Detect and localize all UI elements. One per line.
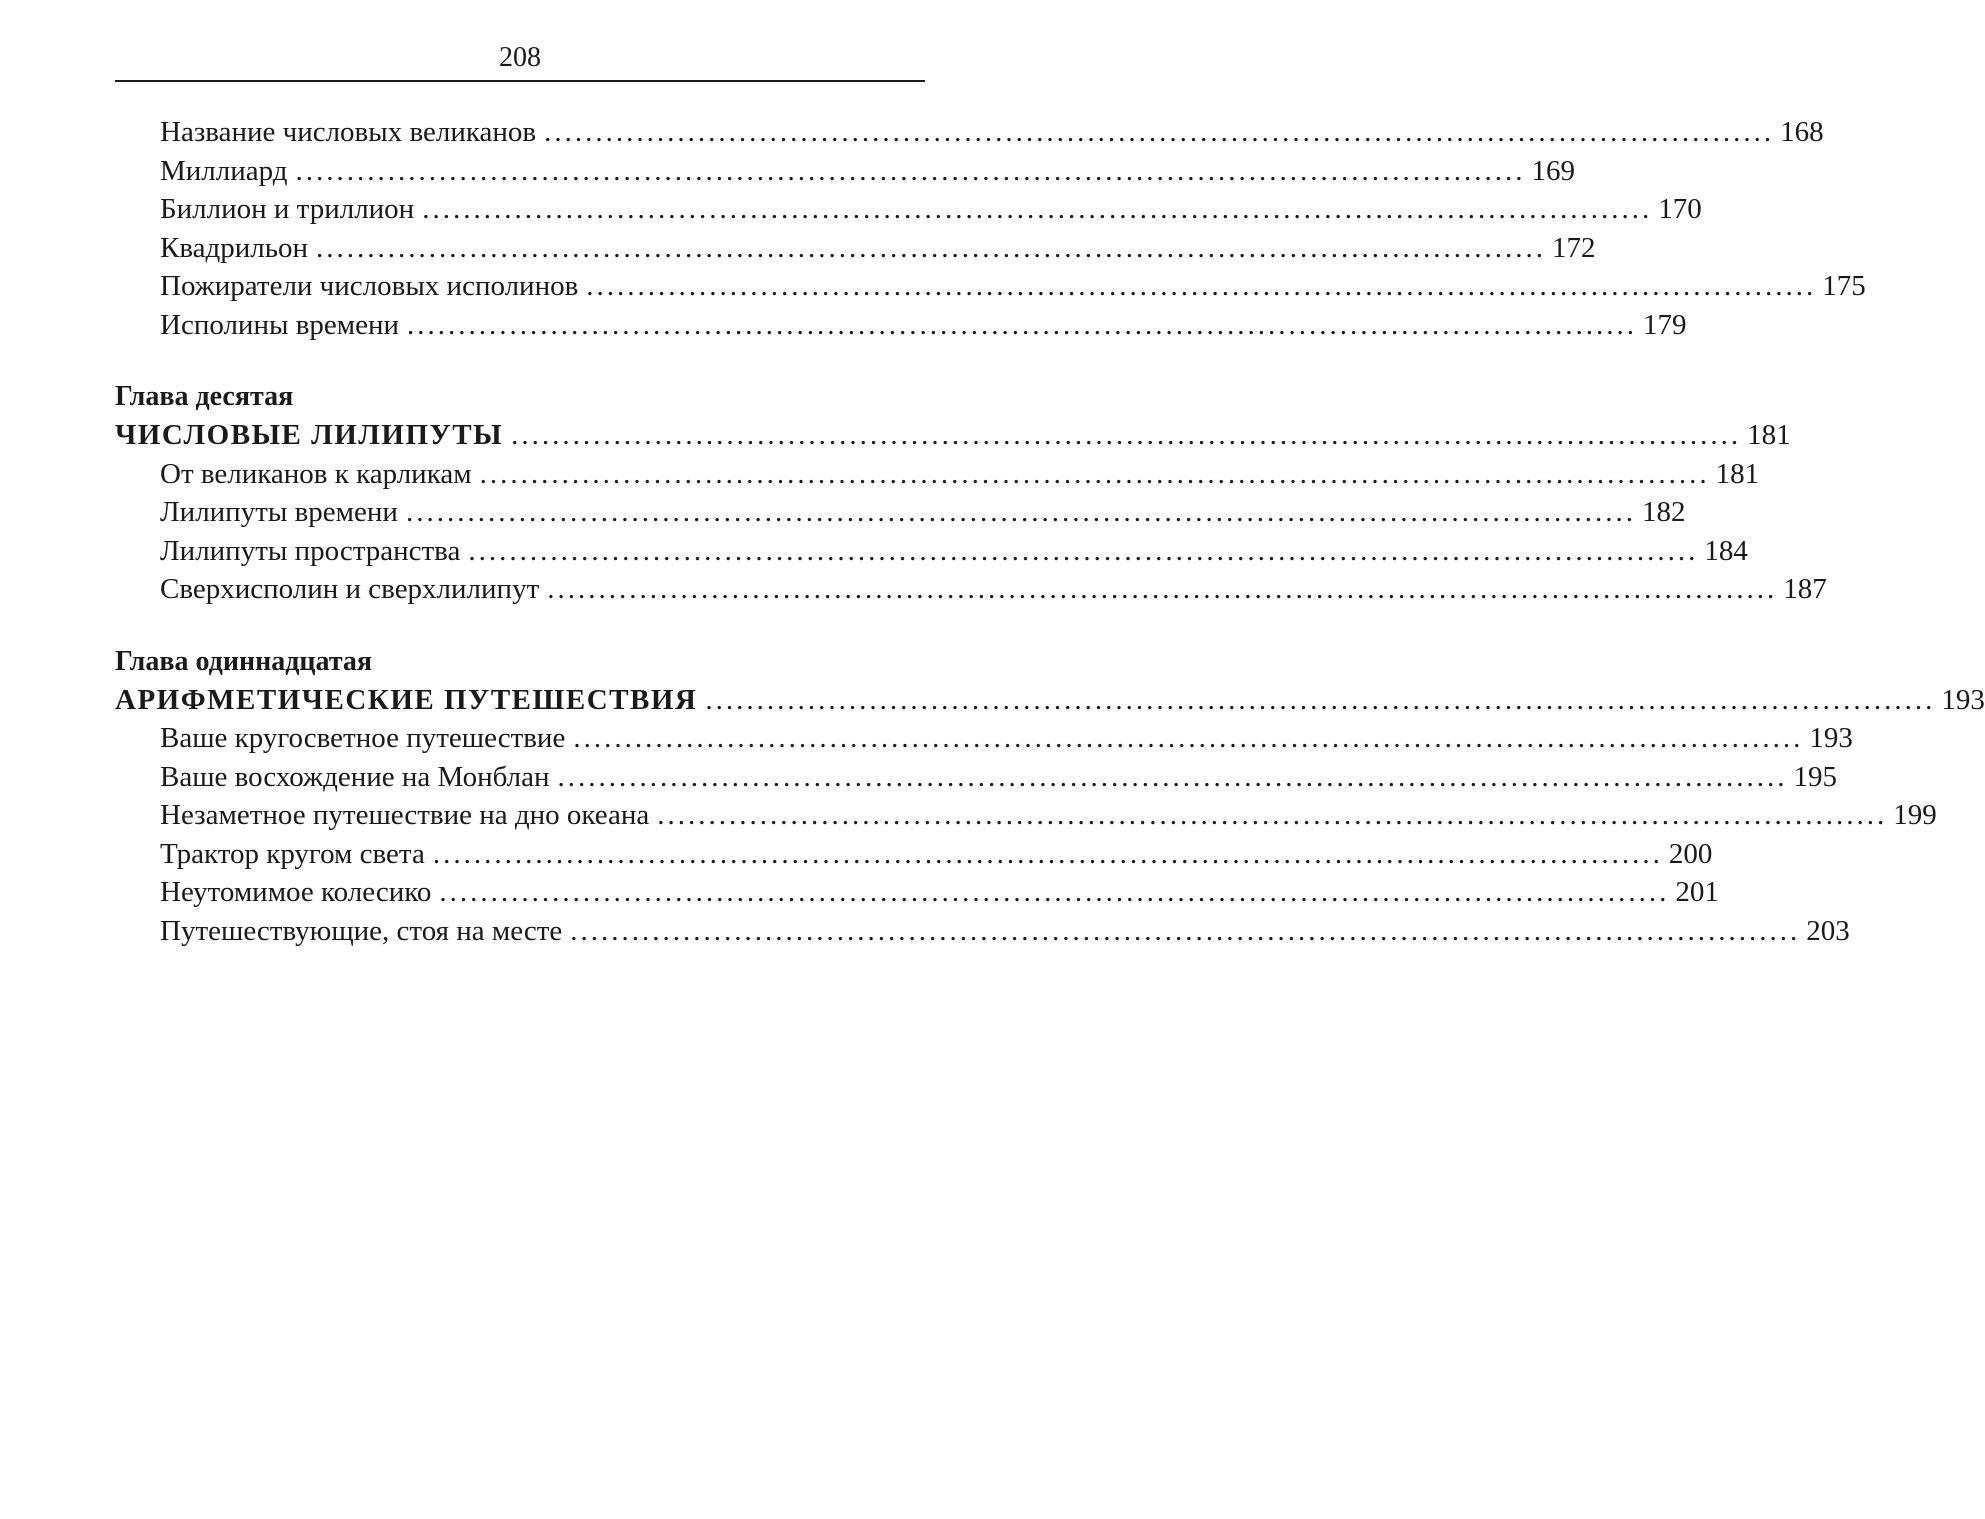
toc-entry[interactable] xyxy=(115,570,1827,609)
chapter-10-label: Глава десятая xyxy=(115,381,294,412)
header-rule xyxy=(115,80,925,82)
toc-entry-page: 187 xyxy=(1783,573,1827,605)
chapter-11-label: Глава одиннадцатая xyxy=(115,645,373,677)
toc-entry[interactable] xyxy=(115,190,1702,229)
toc-entry-page: 169 xyxy=(1531,154,1576,187)
toc-entry[interactable] xyxy=(115,758,1837,797)
dot-leader: ........................................................................................................................ xyxy=(316,231,1547,264)
toc-entry-title: Лилипуты пространства xyxy=(160,534,461,567)
dot-leader: ........................................................................................................................ xyxy=(422,193,1653,225)
toc-entry-page: 193 xyxy=(1809,722,1853,754)
toc-entry-page: 182 xyxy=(1641,496,1686,528)
toc-entry-page: 172 xyxy=(1552,231,1596,264)
toc-entry[interactable] xyxy=(115,229,1596,268)
toc-entry[interactable] xyxy=(115,306,1687,345)
toc-entry-title: Неутомимое колесико xyxy=(160,876,432,908)
dot-leader: ........................................................................................................................ xyxy=(570,914,1801,947)
toc-entry[interactable] xyxy=(115,719,1853,758)
toc-entry-title: Незаметное путешествие на дно океана xyxy=(160,799,650,831)
dot-leader: ........................................................................................................................ xyxy=(295,154,1526,187)
dot-leader: ........................................................................................................................ xyxy=(547,573,1778,605)
toc-entry-page: 184 xyxy=(1704,534,1748,567)
toc-entry-page: 181 xyxy=(1715,457,1760,490)
dot-leader: ........................................................................................................................ xyxy=(511,419,1742,451)
toc-entry[interactable] xyxy=(115,267,1866,306)
toc-entry-title: Квадрильон xyxy=(160,231,309,264)
toc-entry-page: 199 xyxy=(1893,799,1937,831)
toc-entry-title: Трактор кругом света xyxy=(160,837,425,870)
toc-entry[interactable] xyxy=(115,493,1686,532)
page-number: 208 xyxy=(499,42,541,73)
toc-entry-title: Миллиард xyxy=(160,154,288,187)
chapter-10-page: 181 xyxy=(1747,419,1791,451)
toc-entry[interactable] xyxy=(115,873,1719,912)
toc-entry[interactable] xyxy=(115,113,1824,152)
toc-entry-title: Ваше восхождение на Монблан xyxy=(160,760,550,793)
dot-leader: ........................................................................................................................ xyxy=(405,496,1636,528)
toc-entry-title: Исполины времени xyxy=(160,308,400,341)
toc-entry-title: Лилипуты времени xyxy=(160,496,398,528)
dot-leader: ........................................................................................................................ xyxy=(479,457,1710,490)
chapter-10-title: ЧИСЛОВЫЕ ЛИЛИПУТЫ xyxy=(115,419,504,451)
chapter-11-page: 193 xyxy=(1941,683,1985,716)
dot-leader: ........................................................................................................................ xyxy=(586,270,1817,302)
toc-entry-title: Путешествующие, стоя на месте xyxy=(160,914,563,947)
toc-entry-page: 179 xyxy=(1643,308,1687,341)
toc-entry-page: 200 xyxy=(1668,837,1713,870)
dot-leader: ........................................................................................................................ xyxy=(557,760,1788,793)
toc-entry-page: 203 xyxy=(1806,914,1850,947)
toc-entry-title: Биллион и триллион xyxy=(160,193,415,225)
dot-leader: ........................................................................................................................ xyxy=(657,799,1888,831)
toc-entry[interactable] xyxy=(115,532,1748,571)
chapter-11-title: АРИФМЕТИЧЕСКИЕ ПУТЕШЕСТВИЯ xyxy=(115,683,698,716)
toc-entry-page: 195 xyxy=(1793,760,1837,793)
table-of-contents xyxy=(115,113,1985,950)
chapter-11-title-entry[interactable] xyxy=(115,681,1985,720)
toc-entry-title: Пожиратели числовых исполинов xyxy=(160,270,579,302)
toc-entry-title: Название числовых великанов xyxy=(160,116,537,148)
toc-entry[interactable] xyxy=(115,796,1937,835)
toc-entry-page: 201 xyxy=(1675,876,1719,908)
chapter-10-title-entry[interactable] xyxy=(115,416,1791,455)
toc-entry-page: 170 xyxy=(1658,193,1702,225)
toc-entry-title: Ваше кругосветное путешествие xyxy=(160,722,566,754)
toc-entry-title: Сверхисполин и сверхлилипут xyxy=(160,573,540,605)
dot-leader: ........................................................................................................................ xyxy=(705,683,1936,716)
dot-leader: ........................................................................................................................ xyxy=(468,534,1699,567)
toc-entry[interactable] xyxy=(115,455,1760,494)
toc-entry[interactable] xyxy=(115,835,1713,874)
dot-leader: ........................................................................................................................ xyxy=(544,116,1775,148)
toc-entry-title: От великанов к карликам xyxy=(160,457,472,490)
toc-entry-page: 175 xyxy=(1822,270,1866,302)
dot-leader: ........................................................................................................................ xyxy=(432,837,1663,870)
toc-entry[interactable] xyxy=(115,152,1576,191)
toc-entry[interactable] xyxy=(115,912,1850,951)
toc-entry-page: 168 xyxy=(1780,116,1824,148)
dot-leader: ........................................................................................................................ xyxy=(407,308,1638,341)
dot-leader: ........................................................................................................................ xyxy=(573,722,1804,754)
dot-leader: ........................................................................................................................ xyxy=(439,876,1670,908)
